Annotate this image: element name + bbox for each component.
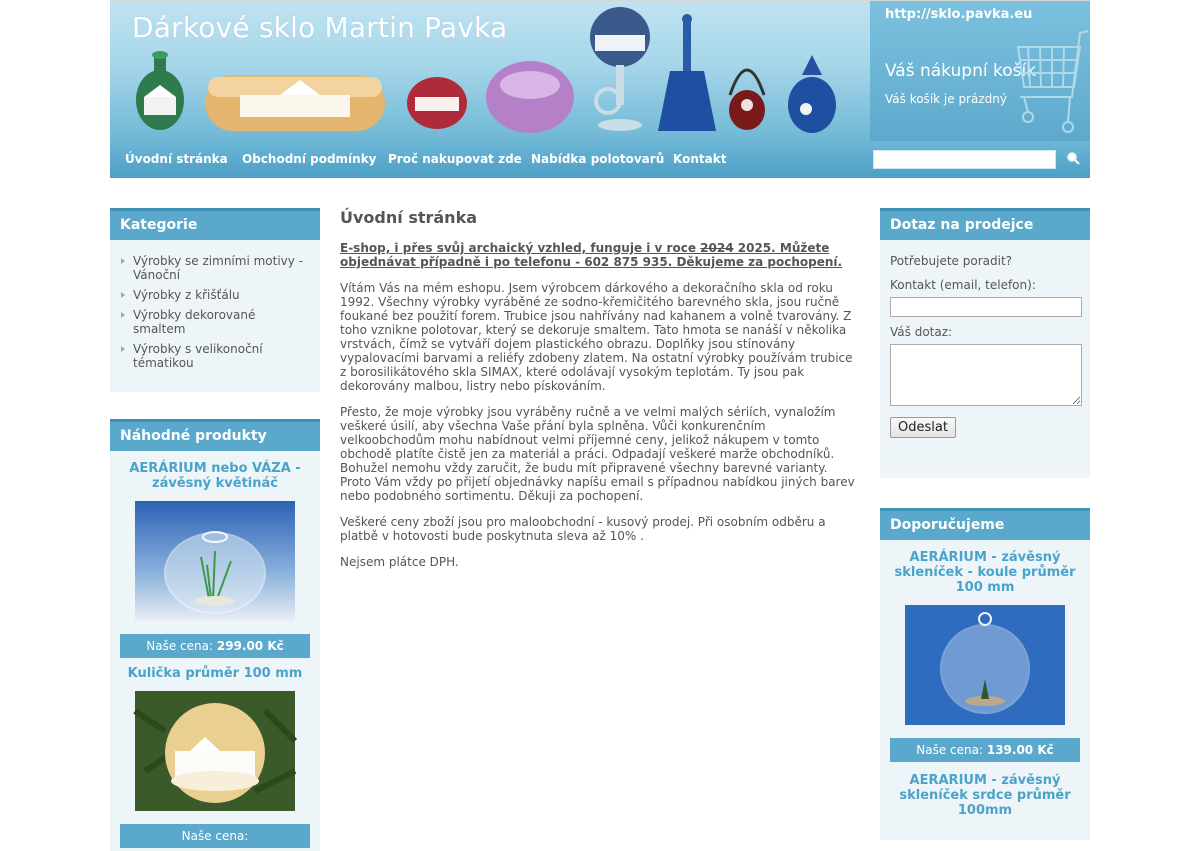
notice-part: E-shop, i přes svůj archaický vzhled, funguje i v roce xyxy=(340,241,701,255)
category-label[interactable]: Výrobky se zimními motivy - Vánoční xyxy=(133,254,304,282)
arrow-right-icon xyxy=(121,346,125,352)
product-image-aerarium-koule[interactable] xyxy=(905,605,1065,725)
categories-title: Kategorie xyxy=(110,208,320,240)
page xyxy=(110,0,1090,843)
product-image-aerarium-vaza[interactable] xyxy=(135,501,295,621)
product-price: 299.00 Kč xyxy=(216,639,284,653)
categories-box xyxy=(110,240,320,392)
product-name[interactable]: AERARIUM - závěsný skleníček srdce průměr 100mm xyxy=(899,773,1071,818)
random-products-box xyxy=(110,451,320,851)
dotaz-title: Dotaz na prodejce xyxy=(880,208,1090,240)
left-sidebar xyxy=(110,208,320,851)
nav-item-kontakt[interactable]: Kontakt xyxy=(673,152,727,166)
notice-struck-year: 2024 xyxy=(700,241,734,255)
category-list xyxy=(110,240,320,392)
category-item-velikonoce[interactable] xyxy=(110,338,320,372)
price-label: Naše cena: xyxy=(146,639,214,653)
contact-field[interactable] xyxy=(890,297,1082,317)
arrow-right-icon xyxy=(121,312,125,318)
banner-glass-products-image xyxy=(130,5,850,139)
notice-part: 2025. Můžete objednávat případně i po telefonu - 602 875 935. Děkujeme za pochopení. xyxy=(340,241,843,269)
recommended-box xyxy=(880,540,1090,840)
product-price-bar xyxy=(120,824,310,848)
nav-item-uvodni-stranka[interactable]: Úvodní stránka xyxy=(125,152,228,166)
shopping-cart-icon xyxy=(1010,27,1090,139)
question-textarea[interactable] xyxy=(890,344,1082,406)
notice-text xyxy=(340,241,860,269)
arrow-right-icon xyxy=(121,258,125,264)
contact-label: Kontakt (email, telefon): xyxy=(890,278,1036,292)
page-title: Úvodní stránka xyxy=(340,208,477,227)
product-image-kulicka[interactable] xyxy=(135,691,295,811)
intro-paragraph: Vítám Vás na mém eshopu. Jsem výrobcem dárkového a dekoračního skla od roku 1992. Všechny výrobky vyráběné ze sodno-křemičitého barevného skla, jsou ručně foukané bez použití forem. Trubice jsou nahřívány nad kahanem a volně tvarovány. Z toho vznikne polotovar, který se dekoruje smaltem. Tato hmota se nanáší v několika vrstvách, čímž se vytváří dojem plastického obrazu. Doplňky jsou stínovány vypalovacími barvami a reliéfy zdobeny zlatem. Na ostatní výrobky používám trubice z borosilikátového skla SIMAX, které odolávají vysokým teplotám. Ty jsou pak dekorovány malbou, listry nebo pískováním. xyxy=(340,281,853,393)
product-price: 139.00 Kč xyxy=(986,743,1054,757)
category-label[interactable]: Výrobky dekorované smaltem xyxy=(133,308,256,336)
nav-item-proc-nakupovat[interactable]: Proč nakupovat zde xyxy=(388,152,522,166)
nav-item-obchodni-podminky[interactable]: Obchodní podmínky xyxy=(242,152,377,166)
category-item-kristal[interactable] xyxy=(110,284,320,304)
cart-title[interactable]: Váš nákupní košík xyxy=(885,61,1037,81)
site-title[interactable]: Dárkové sklo Martin Pavka xyxy=(132,11,508,44)
magnifier-icon[interactable] xyxy=(1065,150,1083,168)
random-products-title: Náhodné produkty xyxy=(110,419,320,451)
nav-item-nabidka-polotovaru[interactable]: Nabídka polotovarů xyxy=(531,152,665,166)
main-content xyxy=(340,208,860,581)
product-name[interactable]: Kulička průměr 100 mm xyxy=(127,666,303,681)
arrow-right-icon xyxy=(121,292,125,298)
product-price-bar xyxy=(120,634,310,658)
right-sidebar xyxy=(880,208,1090,840)
send-button[interactable]: Odeslat xyxy=(890,417,956,438)
question-label: Váš dotaz: xyxy=(890,325,953,339)
search-input[interactable] xyxy=(873,150,1056,169)
category-label[interactable]: Výrobky z křišťálu xyxy=(133,288,240,302)
price-label: Naše cena: xyxy=(916,743,984,757)
category-item-vanocni[interactable] xyxy=(110,250,320,284)
header-banner xyxy=(110,0,1090,141)
intro-paragraph: Nejsem plátce DPH. xyxy=(340,555,459,569)
intro-paragraph: Veškeré ceny zboží jsou pro maloobchodní - kusový prodej. Při osobním odběru a platbě v hotovosti bude poskytnuta sleva až 10% . xyxy=(340,515,826,543)
main-navigation xyxy=(110,141,1090,178)
product-name[interactable]: AERÁRIUM - závěsný skleníček - koule průměr 100 mm xyxy=(894,550,1076,595)
recommended-title: Doporučujeme xyxy=(880,508,1090,540)
intro-paragraph: Přesto, že moje výrobky jsou vyráběny ručně a ve velmi malých sériích, vynaložím veškeré úsilí, aby všechna Vaše přání byla splněna. Vůči konkurenčním velkoobchodům mohu nabídnout velmi příjemné ceny, jelikož nákupem v tomto obchodě platíte čistě jen za materiál a práci. Odpadají veškeré marže obchodníků. Bohužel nemohu vždy zaručit, že budu mít připravené všechny barevné varianty. Proto Vám vždy po přijetí objednávky napíšu email s případnou nabídkou jiných barev nebo podobného sortimentu. Děkuji za pochopení. xyxy=(340,405,855,503)
price-label: Naše cena: xyxy=(181,829,249,843)
category-label[interactable]: Výrobky s velikonoční tématikou xyxy=(133,342,263,370)
dotaz-intro: Potřebujete poradit? xyxy=(890,254,1013,268)
cart-status: Váš košík je prázdný xyxy=(885,92,1007,106)
product-name[interactable]: AERÁRIUM nebo VÁZA - závěsný květináč xyxy=(129,461,301,491)
category-item-smalt[interactable] xyxy=(110,304,320,338)
site-url[interactable]: http://sklo.pavka.eu xyxy=(885,7,1033,22)
cart-panel[interactable] xyxy=(870,1,1090,142)
question-form xyxy=(880,240,1090,478)
product-price-bar xyxy=(890,738,1080,762)
